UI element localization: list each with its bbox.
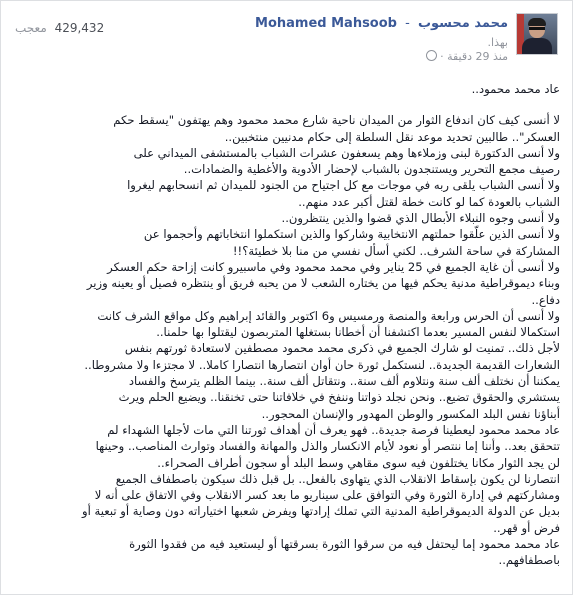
post-line: تتحقق بعد.. وأننا إما ننتصر أو نعود لأيام الانكسار والذل والمهانة والفساد وتوارث المناصب.. وحينها [95,439,560,454]
post-title-line: عاد محمد محمود.. [471,82,560,96]
author-names [255,16,508,34]
author-name-en-link[interactable]: Mohamed Mahsoob [255,16,397,31]
avatar[interactable] [516,13,558,55]
followers-label: معجب [15,21,47,35]
post-line: لأجل ذلك.. تمنيت لو شارك الجميع في ذكرى محمد محمود مصطفين لاستعادة ثورتهم بنفس [124,341,560,356]
post-line: بديل عن الدولة الديموقراطية المدنية التي تملك إرادتها ويفرض شعبها اختياراته دون وصاية أو تبعية أو [82,504,560,519]
via-label: بهذا. [487,36,508,49]
post-line: عاد محمد محمود ليعطينا فرصة جديدة.. فهو يعرف أن أهداف ثورتنا التي مات لأجلها الشهداء لم [107,422,560,437]
post-text [13,112,560,568]
author-name-ar-link[interactable]: محمد محسوب [417,16,508,31]
post-header [9,9,564,69]
post-line: الشعارات القديمة الجديدة.. لنستكمل ثورة حان أوان انتصارها انتصارا كاملا.. لا مجتزءا ولا مشروطا.. [84,357,560,372]
post-line: فرض أو قهر.. [493,520,560,535]
post-line: الشباب بالعودة كما لو كانت خطة لقتل أكبر عدد منهم.. [298,194,560,209]
post-line: استكمالا لنفس المسير بعدما اكتشفنا أن أخطانا بستغلها المتربصون ليقتلوا بها حلمنا.. [156,325,560,340]
post-line: انتصارنا لن يكون بإسقاط الانقلاب الذي يتهاوى بالفعل.. بل قبل ذلك سيكون باصطفاف الجميع [115,471,560,486]
name-separator: - [405,16,410,31]
followers-number: 429,432 [54,21,105,35]
post-line: لا أنسى كيف كان اندفاع الثوار من الميدان ناحية شارع محمد محمود وهم يهتفون "يسقط حكم [113,113,560,128]
followers-count [15,21,104,35]
post-line: وبناء ديموقراطية مدنية يحكم فيها من يختاره الشعب لا من يحبه فريق أو ينتظره فصيل أو يعينه وزير [86,276,560,291]
post-line: دفاع.. [531,292,560,307]
meta-separator: · [440,50,444,63]
post-line: أبناؤنا نفس البلد المكسور والوطن المهدور والإنسان المحجور.. [261,406,560,421]
post-line: ولا أنسى أن غاية الجميع في 25 يناير وفي محمد محمود وفي ماسبيرو كانت إزاحة حكم العسكر [107,259,560,274]
post-line: لن يجد الثوار مكانا يختلفون فيه سوى مقاهي وسط البلد أو سجون أطراف الصحراء.. [157,455,560,470]
post-line: باصطفافهم.. [498,553,560,568]
post-line: ولا أنسى وجوه النبلاء الأبطال الذي قضوا والذين ينتظرون.. [281,211,560,226]
timestamp-link[interactable]: منذ 29 دقيقة [447,50,508,63]
post-line: يمكننا أن نختلف ألف سنة ونتلاوم ألف سنة.. ونتقاتل ألف سنة.. بينما الظلم يترسخ والفساد [128,374,560,389]
post-line: ولا أنسى الذين علّقوا حملتهم الانتخابية وشاركوا والذين استكملوا انتخاباتهم وأحجموا عن [143,227,560,242]
post-body [13,81,560,569]
post-line: رصيف مجمع التحرير ويستنجدون بالشباب لإحضار الأدوية والأغطية والضمادات.. [183,162,560,177]
post-line: المشاركة في ساحة الشرف.. لكني أسأل نفسي من منا بلا خطيئة؟!! [232,243,560,258]
globe-icon[interactable] [426,50,437,61]
post-line: ومشاركتهم في إدارة الثورة وفي التوافق على سيناريو ما بعد كسر الانقلاب وفي الاتفاق على أنه لا [94,488,560,503]
post-line: العسكر".. طالبين تحديد موعد نقل السلطة إلى حكام مدنيين منتخبين.. [224,129,560,144]
post-line: يستشري والحقوق تضيع.. ونحن نجلد ذواتنا وننفخ في خلافاتنا حتى تخنقنا.. ويضيع الحلم ويرث [118,390,560,405]
post-line: عاد محمد محمود إما ليحتفل فيه من سرقوا الثورة بسرقتها أو ليستعيد فيه من فقدوا الثورة [129,537,560,552]
post-line: ولا أنسى الدكتورة لبنى وزملاءها وهم يسعفون عشرات الشباب بالمستشفى الميداني على [133,145,560,160]
post-line: ولا أنسى أن الحرس ورابعة والمنصة ورمسيس و6 اكتوبر والقائد إبراهيم وكل مواقع الشرف كانت [97,308,560,323]
post-line: ولا أنسى الشباب يلقى ربه في موجات مع كل اجتياح من الجنود للميدان ثم انسحابهم ليغروا [127,178,560,193]
post-meta [422,36,508,64]
